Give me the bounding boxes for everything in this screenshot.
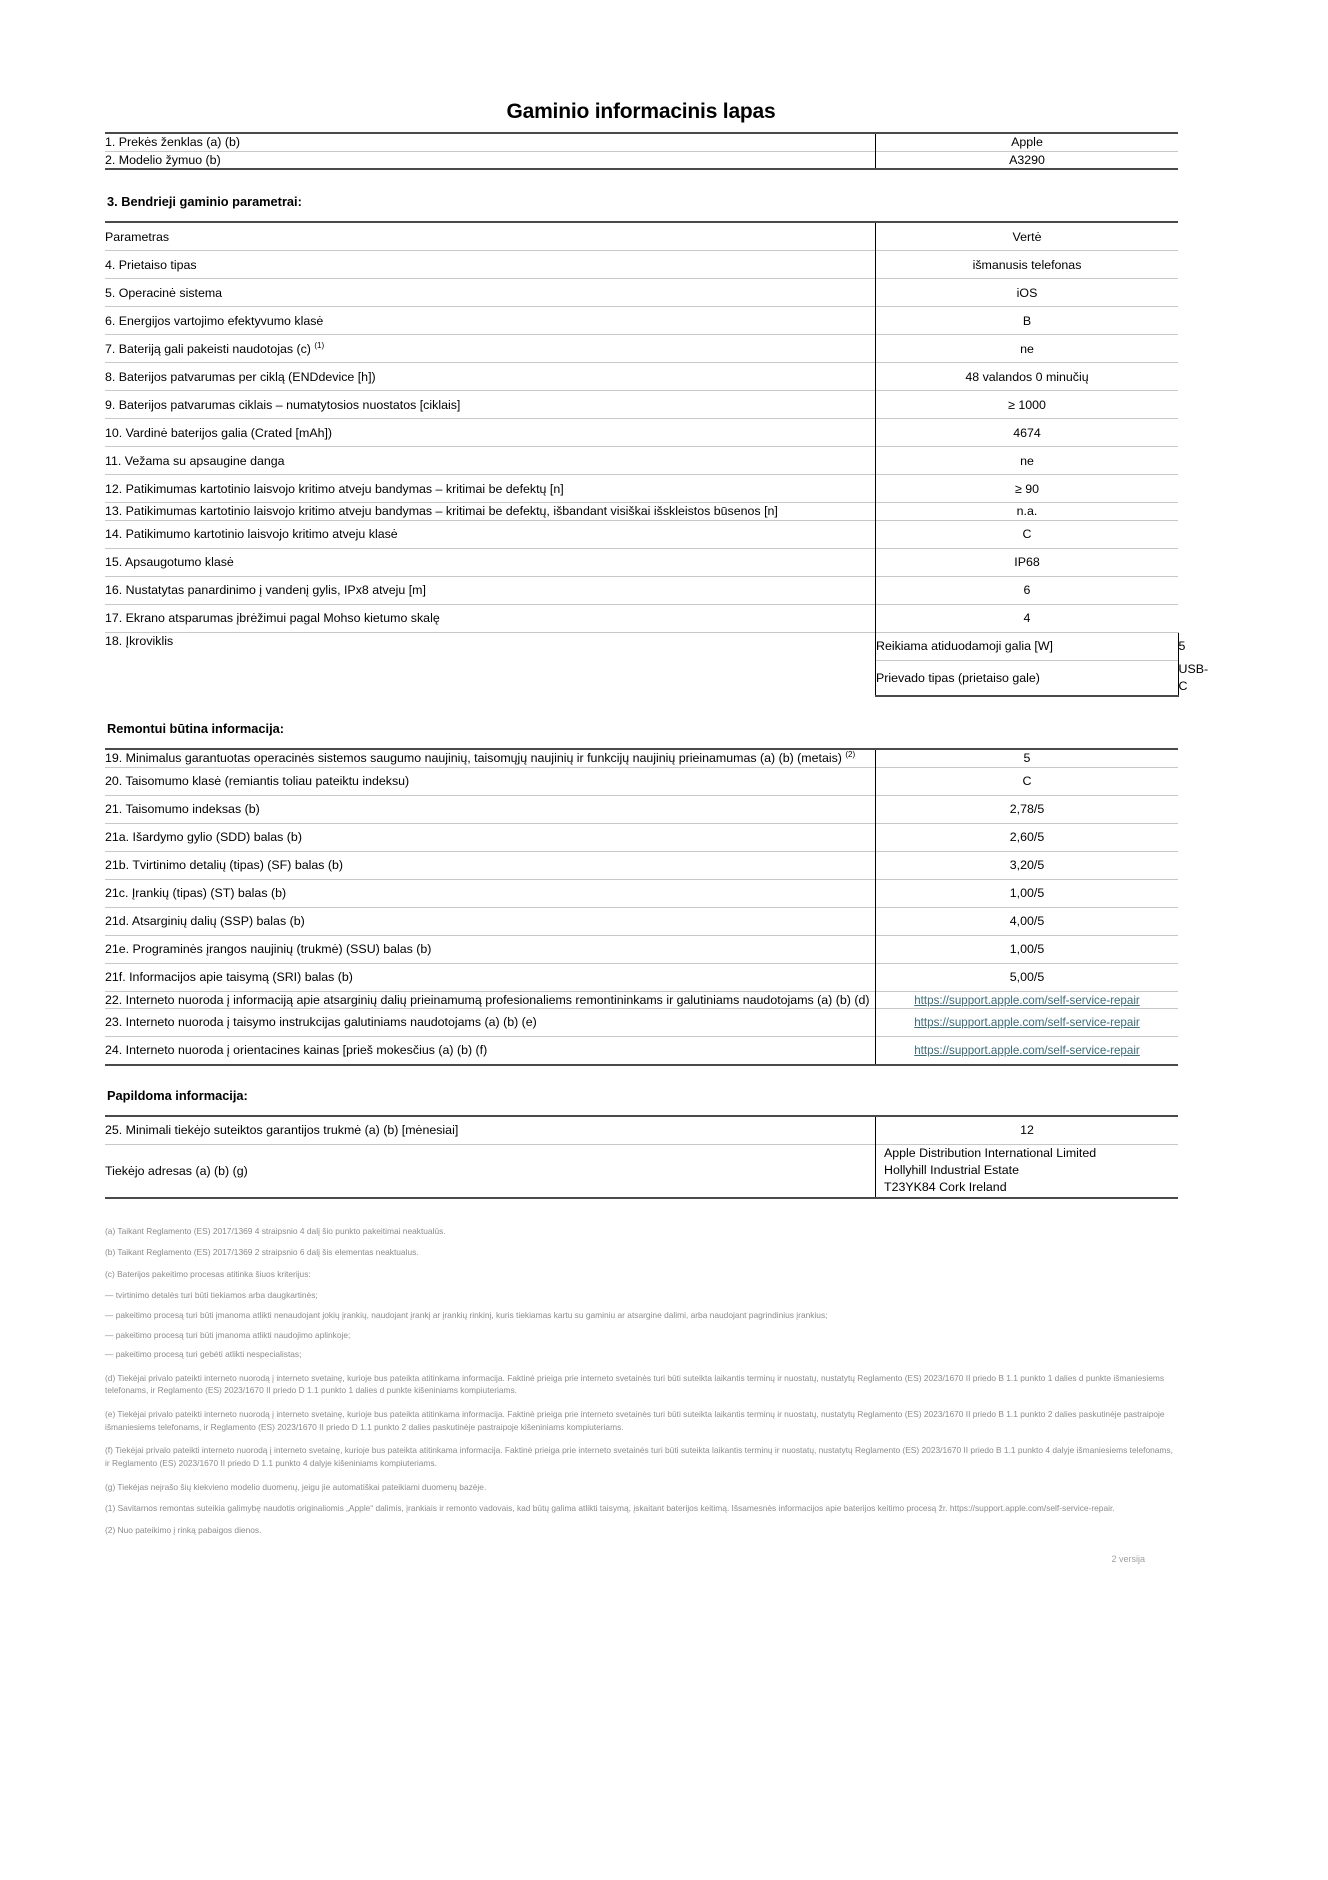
row-label: 11. Vežama su apsaugine danga: [105, 447, 876, 475]
footnote-c-item-3: — pakeitimo procesą turi būti įmanoma atlikti naudojimo aplinkoje;: [105, 1329, 351, 1340]
row-value: 12: [876, 1116, 1179, 1145]
row-label: 21d. Atsarginių dalių (SSP) balas (b): [105, 907, 876, 935]
row-label: 10. Vardinė baterijos galia (Crated [mAh]): [105, 419, 876, 447]
table-row: [105, 279, 1178, 307]
version-label: 2 versija: [1111, 1554, 1145, 1565]
row-label: [105, 335, 876, 363]
row-value: A3290: [876, 151, 1179, 169]
row-label: 16. Nustatytas panardinimo į vandenį gylis, IPx8 atveju [m]: [105, 577, 876, 605]
row-label-charger: 18. Įkroviklis: [105, 633, 876, 696]
table-row: [105, 549, 1178, 577]
row-value: ≥ 90: [876, 475, 1179, 503]
table-row: [105, 1145, 1178, 1198]
row-value: B: [876, 307, 1179, 335]
repair-instructions-link[interactable]: https://support.apple.com/self-service-repair: [914, 1016, 1140, 1030]
row-value: Apple: [876, 133, 1179, 151]
row-label: 21b. Tvirtinimo detalių (tipas) (SF) balas (b): [105, 851, 876, 879]
row-value: 2,78/5: [876, 795, 1179, 823]
table-row: [105, 749, 1178, 767]
table-row: [105, 391, 1178, 419]
footnote-g: (g) Tiekėjas neįrašo šių kiekvieno modelio duomenų, jeigu jie automatiškai pateikiami duomenų bazėje.: [105, 1481, 487, 1492]
table-header-row: [105, 222, 1178, 251]
row-value: 1,00/5: [876, 879, 1179, 907]
footnote-marker: (1): [314, 340, 325, 350]
row-value: 4,00/5: [876, 907, 1179, 935]
row-label: 4. Prietaiso tipas: [105, 251, 876, 279]
row-value: C: [876, 767, 1179, 795]
table-row: [105, 151, 1178, 169]
row-label: 9. Baterijos patvarumas ciklais – numatytosios nuostatos [ciklais]: [105, 391, 876, 419]
table-row: [105, 851, 1178, 879]
row-label-text: 7. Bateriją gali pakeisti naudotojas (c): [105, 341, 311, 356]
row-label: 22. Interneto nuoroda į informaciją apie atsarginių dalių prieinamumą profesionaliems remontininkams ir galutiniams naudotojams (a) (b) (d): [105, 991, 876, 1009]
row-value: ne: [876, 447, 1179, 475]
row-value: C: [876, 521, 1179, 549]
row-label: 23. Interneto nuoroda į taisymo instrukcijas galutiniams naudotojams (a) (b) (e): [105, 1009, 876, 1037]
row-label: 5. Operacinė sistema: [105, 279, 876, 307]
row-value: [876, 991, 1179, 1009]
row-label: 6. Energijos vartojimo efektyvumo klasė: [105, 307, 876, 335]
row-value: ne: [876, 335, 1179, 363]
table-row: [105, 475, 1178, 503]
repair-information-table: [105, 748, 1178, 1067]
row-value: 1,00/5: [876, 935, 1179, 963]
row-label: 21c. Įrankių (tipas) (ST) balas (b): [105, 879, 876, 907]
row-label: 12. Patikimumas kartotinio laisvojo kritimo atveju bandymas – kritimai be defektų [n]: [105, 475, 876, 503]
table-row: [105, 363, 1178, 391]
row-label: 1. Prekės ženklas (a) (b): [105, 133, 876, 151]
row-label: 8. Baterijos patvarumas per ciklą (ENDdevice [h]): [105, 363, 876, 391]
row-value: 5: [876, 749, 1179, 767]
table-row: [105, 133, 1178, 151]
product-information-sheet: [105, 0, 1209, 1565]
table-row: [105, 577, 1178, 605]
row-value: IP68: [876, 549, 1179, 577]
spare-parts-link[interactable]: https://support.apple.com/self-service-repair: [914, 993, 1140, 1007]
table-row: 18. Įkroviklis Reikiama atiduodamoji galia [W] 5: [105, 633, 1178, 661]
table-row: [105, 335, 1178, 363]
footnote-a: (a) Taikant Reglamento (ES) 2017/1369 4 straipsnio 4 dalį šio punkto pakeitimai neaktualūs.: [105, 1225, 446, 1236]
table-row: [105, 605, 1178, 633]
table-row: [105, 447, 1178, 475]
table-row: [105, 503, 1178, 521]
row-label: 21f. Informacijos apie taisymą (SRI) balas (b): [105, 963, 876, 991]
row-label: 2. Modelio žymuo (b): [105, 151, 876, 169]
table-row: [105, 251, 1178, 279]
column-header-parameter: Parametras: [105, 222, 876, 251]
row-value: 2,60/5: [876, 823, 1179, 851]
table-row: [105, 1009, 1178, 1037]
general-parameters-heading: 3. Bendrieji gaminio parametrai:: [107, 194, 302, 210]
row-label: 14. Patikimumo kartotinio laisvojo kritimo atveju klasė: [105, 521, 876, 549]
row-value: iOS: [876, 279, 1179, 307]
identity-table: [105, 132, 1178, 170]
row-label: 21. Taisomumo indeksas (b): [105, 795, 876, 823]
table-row: [105, 521, 1178, 549]
table-row: [105, 307, 1178, 335]
column-header-value: Vertė: [876, 222, 1179, 251]
charger-sublabel: Prievado tipas (prietaiso gale): [876, 661, 1179, 696]
footnote-f: (f) Tiekėjai privalo pateikti interneto nuorodą į interneto svetainę, kurioje bus pateikta atitinkama informacija. Faktinė prieiga prie interneto svetainės turi būti suteikta laikantis terminų ir nuostatų, nustatytų Reglamento (ES) 2023/1670 II priedo B 1.1 punkto 4 dalyje išmaniesiems telefonams, ir Reglamento (ES) 2023/1670 II priedo D 1.1 punkto 4 dalyje kišeniniams kompiuteriams.: [105, 1445, 1173, 1468]
supplier-address-line-1: Apple Distribution International Limited: [884, 1146, 1097, 1161]
row-value: [876, 1009, 1179, 1037]
footnote-c-item-2: — pakeitimo procesą turi būti įmanoma atlikti nenaudojant jokių įrankių, naudojant įrankį ar įrankių rinkinį, kuris tiekiamas kartu su gaminiu ar atsargine dalimi, arba naudojant pagrindinius įrankius;: [105, 1310, 828, 1321]
row-label: [105, 749, 876, 767]
row-label: 20. Taisomumo klasė (remiantis toliau pateiktu indeksu): [105, 767, 876, 795]
row-value: [876, 1037, 1179, 1066]
repair-information-heading: Remontui būtina informacija:: [107, 720, 285, 736]
row-value: 5,00/5: [876, 963, 1179, 991]
row-value: 48 valandos 0 minučių: [876, 363, 1179, 391]
row-label: 21a. Išardymo gylio (SDD) balas (b): [105, 823, 876, 851]
footnote-c-item-4: — pakeitimo procesą turi gebėti atlikti nespecialistas;: [105, 1349, 302, 1360]
footnote-c-item-1: — tvirtinimo detalės turi būti tiekiamos arba daugkartinės;: [105, 1290, 318, 1301]
additional-information-heading: Papildoma informacija:: [107, 1088, 248, 1104]
table-row: [105, 795, 1178, 823]
footnote-1: (1) Savitarnos remontas suteikia galimybę naudotis originaliomis „Apple“ dalimis, įrankiais ir remonto vadovais, kad būtų galima atlikti taisymą, įskaitant baterijos keitimą. Išsamesnės informacijos apie baterijos keitimo procesą žr. https://support.apple.com/self-service-repair.: [105, 1503, 1115, 1514]
footnote-d: (d) Tiekėjai privalo pateikti interneto nuorodą į interneto svetainę, kurioje bus pateikta atitinkama informacija. Faktinė prieiga prie interneto svetainės turi būti suteikta laikantis terminų ir nuostatų, nustatytų Reglamento (ES) 2023/1670 II priedo B 1.1 punkto 1 dalies d punkte išmaniesiems telefonams, ir Reglamento (ES) 2023/1670 II priedo D 1.1 punkto 1 dalies d punkte kišeniniams kompiuteriams.: [105, 1372, 1165, 1396]
charger-sublabel: Reikiama atiduodamoji galia [W]: [876, 633, 1179, 661]
table-row: [105, 419, 1178, 447]
row-label: 24. Interneto nuoroda į orientacines kainas [prieš mokesčius (a) (b) (f): [105, 1037, 876, 1066]
footnote-b: (b) Taikant Reglamento (ES) 2017/1369 2 straipsnio 6 dalį šis elementas neaktualus.: [105, 1247, 419, 1258]
supplier-address-value: [876, 1145, 1179, 1198]
additional-information-table: [105, 1115, 1178, 1198]
page-title: Gaminio informacinis lapas: [506, 100, 776, 123]
row-value: n.a.: [876, 503, 1179, 521]
indicative-prices-link[interactable]: https://support.apple.com/self-service-repair: [914, 1044, 1140, 1058]
table-row: [105, 823, 1178, 851]
table-row: [105, 1037, 1178, 1066]
footnote-e: (e) Tiekėjai privalo pateikti interneto nuorodą į interneto svetainę, kurioje bus pateikta atitinkama informacija. Faktinė prieiga prie interneto svetainės turi būti suteikta laikantis terminų ir nuostatų, nustatytų Reglamento (ES) 2023/1670 II priedo B 1.1 punkto 2 dalies paskutinėje pastraipoje išmaniesiems telefonams, ir Reglamento (ES) 2023/1670 II priedo D 1.1 punkto 2 dalies paskutinėje pastraipoje kišeniniams kompiuteriams.: [105, 1409, 1165, 1432]
row-value: 4: [876, 605, 1179, 633]
general-parameters-table: [105, 221, 1209, 696]
table-row: [105, 767, 1178, 795]
row-label: 15. Apsaugotumo klasė: [105, 549, 876, 577]
row-label: 21e. Programinės įrangos naujinių (trukmė) (SSU) balas (b): [105, 935, 876, 963]
supplier-address-line-2: Hollyhill Industrial Estate: [884, 1163, 1019, 1178]
footnotes: [105, 1225, 1177, 1537]
table-row: [105, 963, 1178, 991]
row-label: 25. Minimali tiekėjo suteiktos garantijos trukmė (a) (b) [mėnesiai]: [105, 1116, 876, 1145]
table-row: [105, 907, 1178, 935]
table-row: Prievado tipas (prietaiso gale) USB-C: [105, 661, 1178, 696]
table-row: [105, 879, 1178, 907]
row-value: išmanusis telefonas: [876, 251, 1179, 279]
footnote-c: (c) Baterijos pakeitimo procesas atitinka šiuos kriterijus:: [105, 1268, 311, 1279]
supplier-address-label: Tiekėjo adresas (a) (b) (g): [105, 1145, 876, 1198]
table-row: [105, 1116, 1178, 1145]
row-value: 6: [876, 577, 1179, 605]
supplier-address-line-3: T23YK84 Cork Ireland: [884, 1180, 1007, 1195]
row-value: ≥ 1000: [876, 391, 1179, 419]
row-value: 4674: [876, 419, 1179, 447]
row-label: 13. Patikimumas kartotinio laisvojo kritimo atveju bandymas – kritimai be defektų, išbandant visiškai išskleistos būsenos [n]: [105, 503, 876, 521]
row-value: 3,20/5: [876, 851, 1179, 879]
footnote-2: (2) Nuo pateikimo į rinką pabaigos dienos.: [105, 1524, 262, 1535]
row-label: 17. Ekrano atsparumas įbrėžimui pagal Mohso kietumo skalę: [105, 605, 876, 633]
row-label-text: 19. Minimalus garantuotas operacinės sistemos saugumo naujinių, taisomųjų naujinių ir funkcijų naujinių prieinamumas (a) (b) (metais): [105, 750, 842, 765]
table-row: [105, 935, 1178, 963]
footnote-marker: (2): [845, 749, 856, 759]
table-row: [105, 991, 1178, 1009]
